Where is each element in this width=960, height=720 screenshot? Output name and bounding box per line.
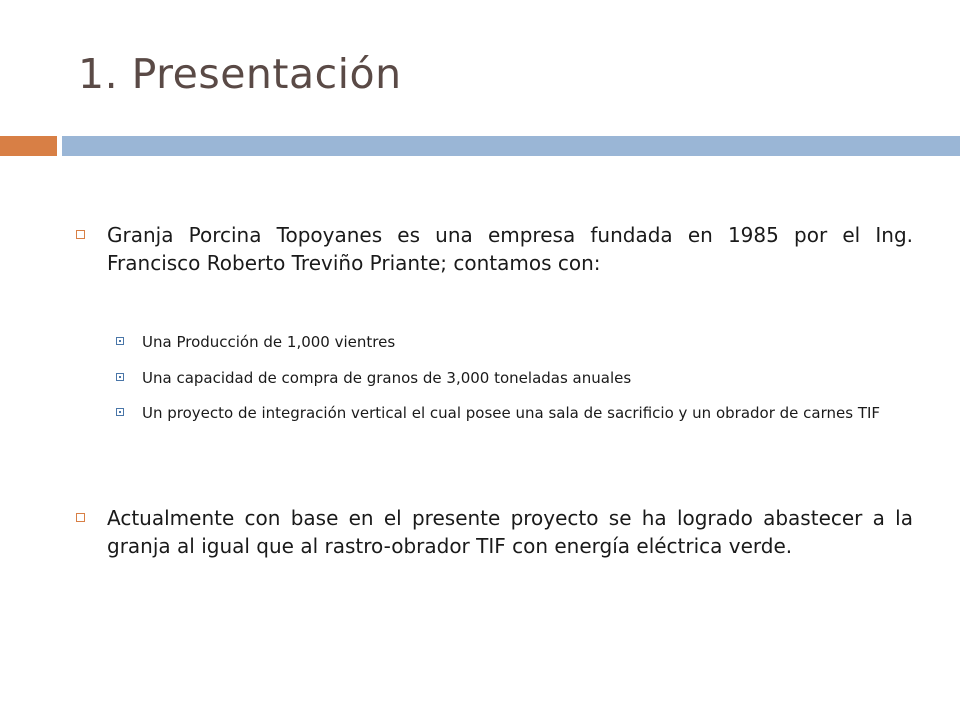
square-bullet-icon — [116, 337, 124, 345]
bullet-text: Actualmente con base en el presente proyecto se ha logrado abastecer a la granja al igual que al rastro-obrador TIF con energía eléctrica verde. — [107, 506, 913, 558]
slide-title: 1. Presentación — [78, 50, 402, 98]
square-bullet-icon — [116, 373, 124, 381]
square-bullet-icon — [116, 408, 124, 416]
hollow-square-bullet-icon — [76, 230, 85, 239]
sub-bullet-text: Una capacidad de compra de granos de 3,000 toneladas anuales — [142, 369, 632, 387]
bullet-item-green-energy — [76, 504, 913, 560]
bullet-text: Granja Porcina Topoyanes es una empresa fundada en 1985 por el Ing. Francisco Roberto Treviño Priante; contamos con: — [107, 223, 913, 275]
sub-bullet-text: Una Producción de 1,000 vientres — [142, 333, 396, 351]
sub-bullet-item-production — [116, 331, 913, 353]
sub-bullet-item-grain-capacity — [116, 367, 913, 389]
sub-bullet-item-vertical-integration — [116, 402, 913, 424]
bullet-item-company-intro — [76, 221, 913, 277]
sub-bullet-text: Un proyecto de integración vertical el cual posee una sala de sacrificio y un obrador de carnes TIF — [142, 404, 881, 422]
hollow-square-bullet-icon — [76, 513, 85, 522]
